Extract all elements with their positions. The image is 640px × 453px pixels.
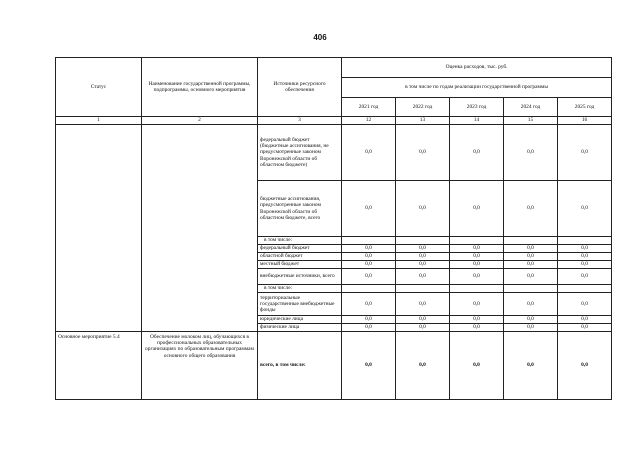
source-label: федеральный бюджет <box>258 245 342 253</box>
value-cell: 0,0 <box>450 125 504 181</box>
year-2022: 2022 год <box>396 98 450 117</box>
value-cell: 0,0 <box>504 293 558 316</box>
event-status: Основное мероприятие 5.4 <box>56 332 142 400</box>
source-label: территориальные государственные внебюджетные фонды <box>258 293 342 316</box>
value-cell <box>396 237 450 245</box>
value-cell: 0,0 <box>504 261 558 269</box>
col-number: 2 <box>142 117 258 125</box>
header-by-years: в том числе по годам реализации государственной программы <box>342 78 612 98</box>
value-cell <box>504 285 558 293</box>
value-cell: 0,0 <box>450 245 504 253</box>
value-cell: 0,0 <box>396 293 450 316</box>
source-label: местный бюджет <box>258 261 342 269</box>
value-cell: 0,0 <box>558 245 612 253</box>
value-cell: 0,0 <box>396 261 450 269</box>
value-cell <box>450 285 504 293</box>
value-cell: 0,0 <box>342 293 396 316</box>
header-sources: Источники ресурсного обеспечения <box>258 58 342 117</box>
value-cell: 0,0 <box>504 125 558 181</box>
value-cell: 0,0 <box>558 181 612 237</box>
page-number: 406 <box>313 33 327 42</box>
value-cell: 0,0 <box>504 245 558 253</box>
value-cell: 0,0 <box>450 269 504 285</box>
status-cell-empty <box>56 125 142 332</box>
value-cell: 0,0 <box>558 269 612 285</box>
event-value: 0,0 <box>504 332 558 400</box>
col-number: 13 <box>396 117 450 125</box>
value-cell: 0,0 <box>396 324 450 332</box>
event-value: 0,0 <box>342 332 396 400</box>
source-label: физические лица <box>258 324 342 332</box>
value-cell: 0,0 <box>396 253 450 261</box>
value-cell: 0,0 <box>450 324 504 332</box>
value-cell: 0,0 <box>342 253 396 261</box>
source-label: в том числе: <box>258 285 342 293</box>
value-cell: 0,0 <box>558 261 612 269</box>
event-source: всего, в том числе: <box>258 332 342 400</box>
value-cell <box>450 237 504 245</box>
header-name: Наименование государственной программы, подпрограммы, основного мероприятия <box>142 58 258 117</box>
value-cell: 0,0 <box>342 261 396 269</box>
year-2021: 2021 год <box>342 98 396 117</box>
value-cell: 0,0 <box>450 253 504 261</box>
value-cell: 0,0 <box>342 181 396 237</box>
value-cell: 0,0 <box>504 181 558 237</box>
value-cell: 0,0 <box>396 181 450 237</box>
value-cell: 0,0 <box>396 245 450 253</box>
value-cell: 0,0 <box>558 253 612 261</box>
year-2023: 2023 год <box>450 98 504 117</box>
value-cell: 0,0 <box>558 125 612 181</box>
value-cell <box>558 237 612 245</box>
value-cell: 0,0 <box>450 316 504 324</box>
value-cell <box>558 285 612 293</box>
col-number: 12 <box>342 117 396 125</box>
value-cell <box>342 237 396 245</box>
source-label: юридические лица <box>258 316 342 324</box>
col-number: 16 <box>558 117 612 125</box>
value-cell: 0,0 <box>450 293 504 316</box>
value-cell: 0,0 <box>558 293 612 316</box>
value-cell: 0,0 <box>558 316 612 324</box>
source-label: федеральный бюджет (бюджетные ассигнования, не предусмотренные законом Воронежской области об областном бюджете) <box>258 125 342 181</box>
source-label: бюджетные ассигнования, предусмотренные законом Воронежской области об областном бюджете, всего <box>258 181 342 237</box>
value-cell: 0,0 <box>450 181 504 237</box>
event-value: 0,0 <box>396 332 450 400</box>
value-cell: 0,0 <box>558 324 612 332</box>
value-cell: 0,0 <box>342 125 396 181</box>
value-cell: 0,0 <box>396 269 450 285</box>
budget-table <box>55 57 612 400</box>
year-2025: 2025 год <box>558 98 612 117</box>
source-label: в том числе: <box>258 237 342 245</box>
value-cell: 0,0 <box>504 269 558 285</box>
value-cell: 0,0 <box>342 316 396 324</box>
name-cell-empty <box>142 125 258 332</box>
value-cell: 0,0 <box>396 125 450 181</box>
col-number: 3 <box>258 117 342 125</box>
value-cell: 0,0 <box>396 316 450 324</box>
value-cell: 0,0 <box>450 261 504 269</box>
header-status: Статус <box>56 58 142 117</box>
value-cell: 0,0 <box>342 269 396 285</box>
header-estimate: Оценка расходов, тыс. руб. <box>342 58 612 78</box>
source-label: областной бюджет <box>258 253 342 261</box>
value-cell: 0,0 <box>504 253 558 261</box>
col-number: 1 <box>56 117 142 125</box>
year-2024: 2024 год <box>504 98 558 117</box>
event-name: Обеспечение молоком лиц, обучающихся в профессиональных образовательных организациях по образовательным программам основного общего образования <box>142 332 258 400</box>
value-cell <box>504 237 558 245</box>
value-cell <box>396 285 450 293</box>
value-cell: 0,0 <box>504 324 558 332</box>
col-number: 15 <box>504 117 558 125</box>
value-cell: 0,0 <box>504 316 558 324</box>
source-label: внебюджетные источники, всего <box>258 269 342 285</box>
event-value: 0,0 <box>450 332 504 400</box>
value-cell: 0,0 <box>342 324 396 332</box>
event-value: 0,0 <box>558 332 612 400</box>
col-number: 14 <box>450 117 504 125</box>
value-cell <box>342 285 396 293</box>
value-cell: 0,0 <box>342 245 396 253</box>
